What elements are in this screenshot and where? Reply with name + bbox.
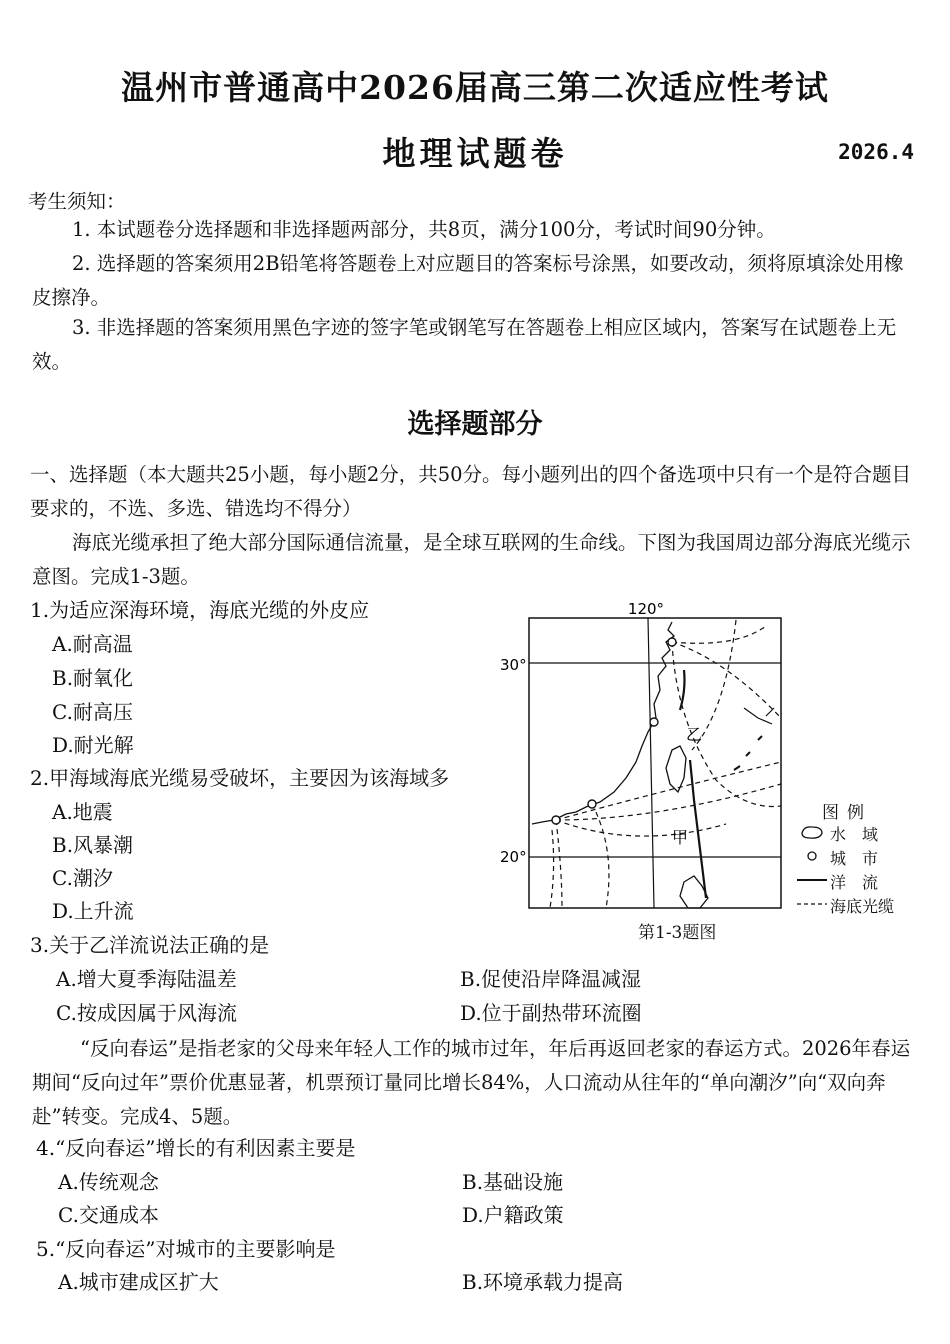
passage-1: 海底光缆承担了绝大部分国际通信流量，是全球互联网的生命线。下图为我国周边部分海底光缆示意图。完成1-3题。 bbox=[32, 531, 911, 588]
q5-option-a: A.城市建成区扩大 bbox=[58, 1270, 219, 1294]
notice-item-3: 3. 非选择题的答案须用黑色字迹的签字笔或钢笔写在答题卷上相应区域内，答案写在试题卷上无效。 bbox=[32, 316, 897, 373]
q3-option-c: C.按成因属于风海流 bbox=[56, 1001, 237, 1025]
q1-option-c: C.耐高压 bbox=[52, 700, 133, 724]
passage-2: “反向春运”是指老家的父母来年轻人工作的城市过年，年后再返回老家的春运方式。2026年春运期间“反向过年”票价优惠显著，机票预订量同比增长84%，人口流动从往年的“单向潮汐”向“双向奔赴”转变。完成4、5题。 bbox=[32, 1037, 911, 1128]
q3-option-d: D.位于副热带环流圈 bbox=[460, 1001, 642, 1025]
question-2-stem: 2.甲海域海底光缆易受破坏，主要因为该海域多 bbox=[30, 766, 450, 790]
q2-option-a: A.地震 bbox=[52, 800, 113, 824]
ocean-current-icon bbox=[794, 871, 830, 893]
lon-120-label: 120° bbox=[627, 600, 665, 618]
q4-option-c: C.交通成本 bbox=[58, 1203, 159, 1227]
part1-intro: 一、选择题（本大题共25小题，每小题2分，共50分。每小题列出的四个备选项中只有一个是符合题目要求的，不选、多选、错选均不得分） bbox=[30, 463, 912, 520]
legend-water bbox=[794, 822, 878, 845]
longitude-120-line bbox=[648, 618, 654, 908]
current-yi bbox=[680, 670, 685, 710]
q1-option-b: B.耐氧化 bbox=[52, 666, 134, 690]
exam-date: 2026.4 bbox=[838, 140, 914, 164]
sea-label-jia: 甲 bbox=[672, 828, 689, 847]
q5-option-b: B.环境承载力提高 bbox=[462, 1270, 624, 1294]
question-3-stem: 3.关于乙洋流说法正确的是 bbox=[30, 933, 270, 957]
japan-coast bbox=[744, 708, 774, 724]
taiwan-island bbox=[666, 746, 686, 792]
ryukyu-islands bbox=[734, 736, 762, 770]
paper-subtitle: 地理试题卷 bbox=[382, 134, 568, 173]
legend-cable-label: 海底光缆 bbox=[830, 897, 895, 916]
legend-cable bbox=[794, 894, 894, 917]
water-area-icon bbox=[794, 823, 830, 845]
legend-water-label: 水 域 bbox=[830, 825, 879, 844]
map-caption: 第1-3题图 bbox=[638, 923, 717, 943]
legend-current bbox=[794, 870, 878, 893]
submarine-cable-icon bbox=[794, 895, 830, 917]
legend-current-label: 洋 流 bbox=[830, 873, 879, 892]
current-label-yi: 乙 bbox=[686, 725, 703, 744]
q4-option-a: A.传统观念 bbox=[58, 1170, 159, 1194]
map-frame bbox=[529, 618, 781, 908]
question-1-stem: 1.为适应深海环境，海底光缆的外皮应 bbox=[30, 598, 370, 622]
lat-20-label: 20° bbox=[500, 848, 527, 866]
cities bbox=[552, 638, 676, 824]
question-4-stem: 4.“反向春运”增长的有利因素主要是 bbox=[36, 1136, 356, 1160]
q4-option-b: B.基础设施 bbox=[462, 1170, 564, 1194]
notice-item-2: 2. 选择题的答案须用2B铅笔将答题卷上对应题目的答案标号涂黑，如要改动，须将原填涂处用橡皮擦净。 bbox=[32, 252, 904, 309]
legend-city bbox=[794, 846, 878, 869]
q3-option-b: B.促使沿岸降温减湿 bbox=[460, 967, 642, 991]
q1-option-d: D.耐光解 bbox=[52, 733, 134, 757]
q2-option-c: C.潮汐 bbox=[52, 866, 113, 890]
question-5-stem: 5.“反向春运”对城市的主要影响是 bbox=[36, 1237, 336, 1261]
exam-title: 温州市普通高中2026届高三第二次适应性考试 bbox=[121, 68, 829, 107]
notice-heading: 考生须知： bbox=[28, 190, 126, 213]
lat-30-label: 30° bbox=[500, 656, 527, 674]
submarine-cable-map bbox=[496, 600, 792, 920]
q2-option-b: B.风暴潮 bbox=[52, 833, 134, 857]
section-title: 选择题部分 bbox=[407, 409, 543, 440]
q2-option-d: D.上升流 bbox=[52, 899, 134, 923]
legend-title: 图例 bbox=[822, 803, 872, 823]
q3-option-a: A.增大夏季海陆温差 bbox=[56, 967, 237, 991]
legend-city-label: 城 市 bbox=[830, 849, 879, 868]
notice-item-1: 1. 本试题卷分选择题和非选择题两部分，共8页，满分100分，考试时间90分钟。 bbox=[72, 218, 776, 241]
q4-option-d: D.户籍政策 bbox=[462, 1203, 564, 1227]
q1-option-a: A.耐高温 bbox=[52, 632, 133, 656]
city-icon bbox=[794, 847, 830, 869]
